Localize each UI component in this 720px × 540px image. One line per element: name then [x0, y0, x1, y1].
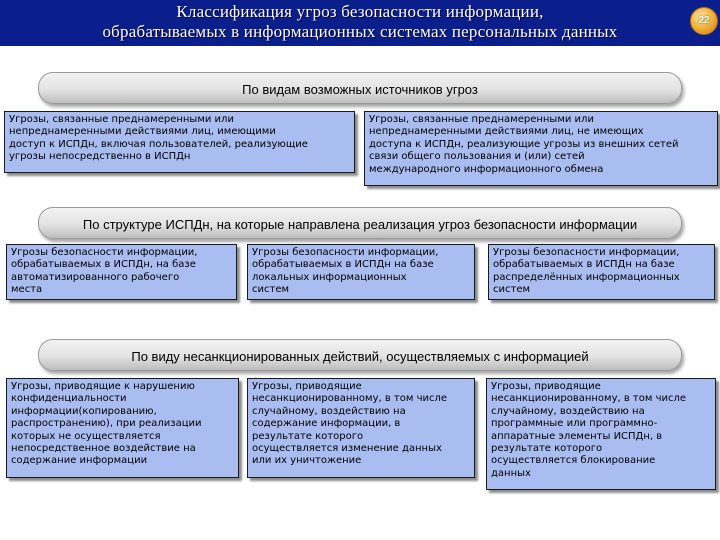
slide-title — [0, 2, 720, 42]
slide-title-line-1: Классификация угроз безопасности информации, — [176, 2, 544, 21]
section-header-label: По видам возможных источников угроз — [242, 82, 478, 97]
threat-box-workstation: Угрозы безопасности информации, обрабатываемых в ИСПДн, на базе автоматизированного рабочего места — [6, 244, 237, 300]
section-header-label: По виду несанкционированных действий, осуществляемых с информацией — [131, 349, 589, 364]
threat-box-external: Угрозы, связанные преднамеренными или непреднамеренными действиями лиц, не имеющих доступа к ИСПДн, реализующие угрозы из внешних сетей связи общего пользования и (или) сетей международного информационного обмена — [364, 111, 718, 186]
page-number-badge: 22 — [690, 7, 718, 35]
section-header-threat-sources — [38, 72, 682, 104]
threat-box-availability: Угрозы, приводящие несанкционированному, в том числе случайному, воздействию на программные или программно- аппаратные элементы ИСПДн, в результате которого осуществляется блокирование данных — [486, 378, 716, 490]
threat-box-confidentiality: Угрозы, приводящие к нарушению конфиденциальности информации(копированию, распространению), при реализации которых не осуществляется непосредственное воздействие на содержание информации — [6, 378, 239, 478]
section-header-ispdn-structure — [38, 207, 682, 239]
slide-title-line-2: обрабатываемых в информационных системах персональных данных — [102, 22, 618, 41]
slide-header — [0, 0, 720, 46]
threat-box-insider: Угрозы, связанные преднамеренными или непреднамеренными действиями лиц, имеющими доступ к ИСПДн, включая пользователей, реализующие угрозы непосредственно в ИСПДн — [4, 111, 355, 173]
threat-box-local-systems: Угрозы безопасности информации, обрабатываемых в ИСПДн на базе локальных информационных систем — [247, 244, 475, 300]
section-header-label: По структуре ИСПДн, на которые направлена реализация угроз безопасности информации — [82, 217, 638, 232]
threat-box-distributed-systems: Угрозы безопасности информации, обрабатываемых в ИСПДн на базе распределённых информационных систем — [488, 244, 715, 300]
threat-box-integrity: Угрозы, приводящие несанкционированному, в том числе случайному, воздействию на содержание информации, в результате которого осуществляется изменение данных или их уничтожение — [247, 378, 475, 478]
section-header-unauthorized-actions — [38, 339, 682, 371]
